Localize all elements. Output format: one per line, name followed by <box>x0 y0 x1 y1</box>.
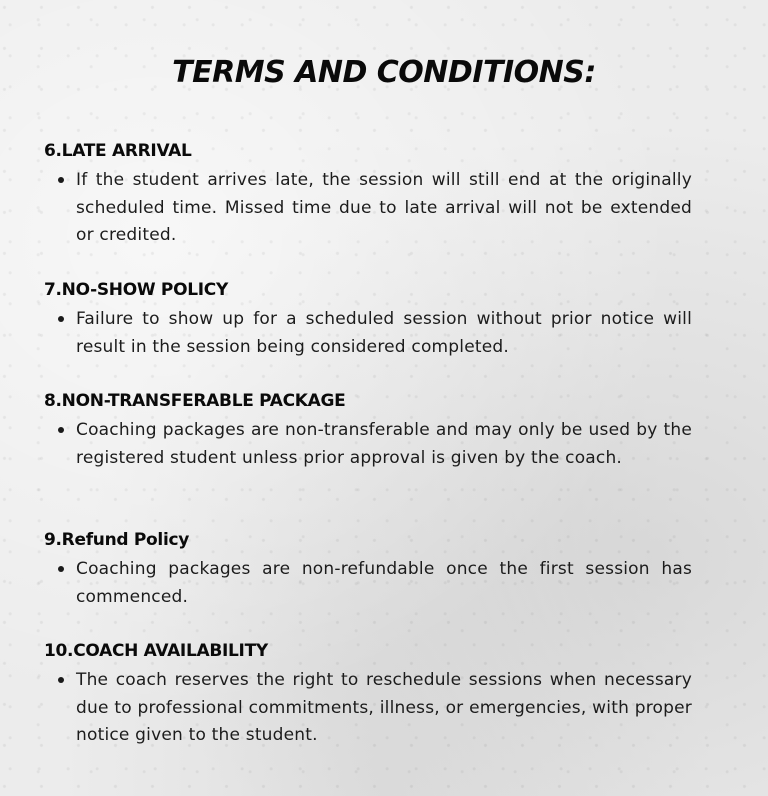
section-heading: 6.LATE ARRIVAL <box>44 141 192 161</box>
section-heading: 8.NON-TRANSFERABLE PACKAGE <box>44 391 346 411</box>
section-coach-availability <box>44 640 692 750</box>
list-item <box>44 417 692 472</box>
bullet-icon <box>58 316 64 322</box>
section-no-show-policy <box>44 279 692 361</box>
page-title: TERMS AND CONDITIONS: <box>172 55 596 90</box>
list-item <box>44 167 692 250</box>
bullet-icon <box>58 427 64 433</box>
section-heading: 7.NO-SHOW POLICY <box>44 280 228 300</box>
bullet-icon <box>58 177 64 183</box>
brand-logo <box>320 0 450 10</box>
section-refund-policy <box>44 529 692 611</box>
list-item <box>44 667 692 750</box>
section-heading: 9.Refund Policy <box>44 530 190 550</box>
bullet-text: The coach reserves the right to reschedule sessions when necessary due to professional commitments, illness, or emergencies, with proper notice given to the student. <box>76 670 692 745</box>
list-item <box>44 556 692 611</box>
section-late-arrival <box>44 140 692 250</box>
bullet-text: Coaching packages are non-transferable and may only be used by the registered student unless prior approval is given by the coach. <box>76 420 692 468</box>
bullet-icon <box>58 566 64 572</box>
bullet-text: If the student arrives late, the session will still end at the originally scheduled time. Missed time due to late arrival will not be extended or credited. <box>76 170 692 245</box>
section-heading: 10.COACH AVAILABILITY <box>44 641 268 661</box>
bullet-icon <box>58 677 64 683</box>
bullet-text: Coaching packages are non-refundable once the first session has commenced. <box>76 559 692 607</box>
bullet-text: Failure to show up for a scheduled session without prior notice will result in the session being considered completed. <box>76 309 692 357</box>
list-item <box>44 306 692 361</box>
section-non-transferable-package <box>44 390 692 472</box>
